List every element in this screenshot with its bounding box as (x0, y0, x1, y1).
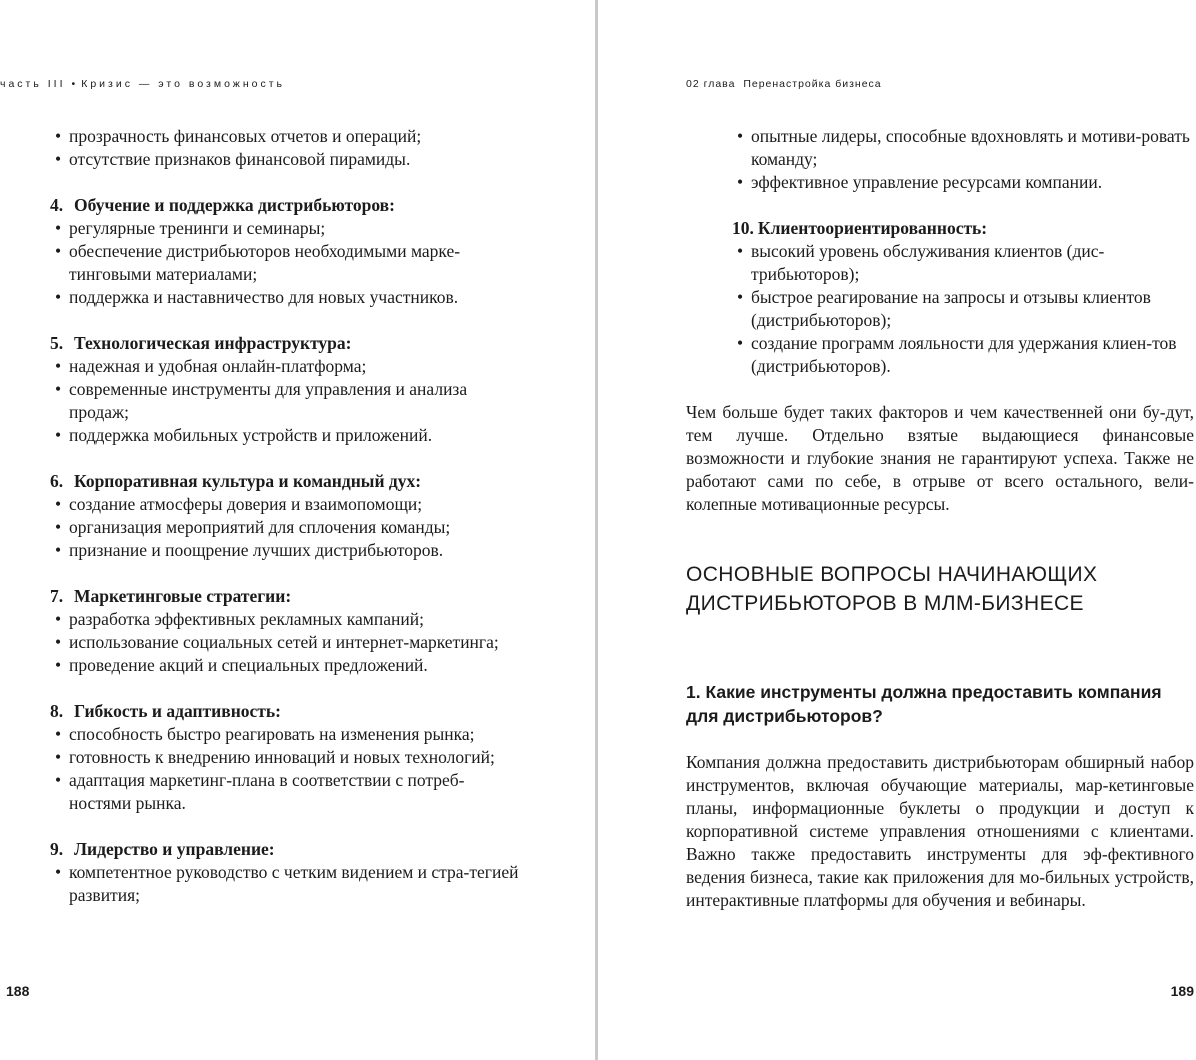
item-number: 9. (50, 839, 64, 859)
item-number: 4. (50, 195, 64, 215)
list-item: • создание атмосферы доверия и взаимопомощи; (50, 493, 520, 516)
item-heading (50, 585, 520, 608)
list-item: • адаптация маркетинг-плана в соответствии с потреб-ностями рынка. (50, 769, 520, 815)
list-item: • создание программ лояльности для удержания клиен-тов (дистрибьюторов). (732, 332, 1194, 378)
item-bullet-list (50, 861, 520, 907)
item-title: Корпоративная культура и командный дух: (74, 471, 422, 491)
item-number: 6. (50, 471, 64, 491)
list-item: • современные инструменты для управления и анализа продаж; (50, 378, 520, 424)
running-head-chapter: 02 глава (686, 78, 736, 90)
item-heading (50, 194, 520, 217)
running-head-right (686, 78, 882, 90)
right-text-block (686, 125, 1194, 912)
page-number: 188 (6, 983, 30, 999)
running-head-part: часть III (0, 78, 66, 90)
left-page (0, 0, 596, 1060)
list-item: • использование социальных сетей и интернет-маркетинга; (50, 631, 520, 654)
item-number: 8. (50, 701, 64, 721)
item-bullet-list (50, 723, 520, 815)
list-item: • прозрачность финансовых отчетов и операций; (50, 125, 520, 148)
running-head-left (0, 78, 285, 90)
left-text-block (50, 125, 520, 907)
page-number: 189 (1170, 983, 1194, 999)
question-title: 1. Какие инструменты должна предоставить компания для дистрибьюторов? (686, 682, 1162, 726)
item-number: 10. (732, 218, 754, 238)
item-heading (50, 332, 520, 355)
item-heading (50, 470, 520, 493)
list-item: • поддержка мобильных устройств и приложений. (50, 424, 520, 447)
item-title: Обучение и поддержка дистрибьюторов: (74, 195, 395, 215)
item-bullet-list (50, 355, 520, 447)
item-title: Лидерство и управление: (74, 839, 275, 859)
list-item: • опытные лидеры, способные вдохновлять и мотиви-ровать команду; (732, 125, 1194, 171)
section-title-line: ДИСТРИБЬЮТОРОВ В МЛМ-БИЗНЕСЕ (686, 592, 1084, 615)
item-title: Технологическая инфраструктура: (74, 333, 352, 353)
item-heading (686, 217, 1194, 240)
list-item: • организация мероприятий для сплочения команды; (50, 516, 520, 539)
running-head-separator: • (71, 78, 76, 90)
list-item: • обеспечение дистрибьюторов необходимыми марке-тинговыми материалами; (50, 240, 520, 286)
running-head-title: Перенастройка бизнеса (743, 78, 882, 90)
item-title: Маркетинговые стратегии: (74, 586, 292, 606)
item-bullet-list (50, 493, 520, 562)
item-bullet-list (686, 240, 1194, 378)
right-page (598, 0, 1196, 1060)
item-title: Гибкость и адаптивность: (74, 701, 281, 721)
spacer (686, 378, 1194, 401)
list-item: • способность быстро реагировать на изменения рынка; (50, 723, 520, 746)
item-title: Клиентоориентированность: (757, 218, 988, 238)
list-item: • поддержка и наставничество для новых участников. (50, 286, 520, 309)
list-item: • быстрое реагирование на запросы и отзывы клиентов (дистрибьюторов); (732, 286, 1194, 332)
list-item: • компетентное руководство с четким видением и стра-тегией развития; (50, 861, 520, 907)
list-item: • проведение акций и специальных предложений. (50, 654, 520, 677)
item-bullet-list (50, 217, 520, 309)
item-number: 7. (50, 586, 64, 606)
running-head-title: Кризис — это возможность (81, 78, 285, 90)
body-paragraph: Чем больше будет таких факторов и чем качественней они бу-дут, тем лучше. Отдельно взятые выдающиеся финансовые возможности и глубокие знания не гарантируют успеха. Также не работают сами по себе, в отрыве от всего остального, вели-колепные мотивационные ресурсы. (686, 402, 1194, 514)
item-heading (50, 838, 520, 861)
section-title (686, 560, 1194, 618)
item-heading (50, 700, 520, 723)
item-bullet-list (50, 608, 520, 677)
list-item: • готовность к внедрению инноваций и новых технологий; (50, 746, 520, 769)
intro-bullet-list (686, 125, 1194, 194)
body-paragraph: Компания должна предоставить дистрибьюторам обширный набор инструментов, включая обучающие материалы, мар-кетинговые планы, информационные буклеты о продукции и доступ к корпоративной системе управления отношениями с клиентами. Важно также предоставить инструменты для эф-фективного ведения бизнеса, такие как приложения для мо-бильных устройств, интерактивные платформы для обучения и вебинары. (686, 752, 1194, 910)
list-item: • надежная и удобная онлайн-платформа; (50, 355, 520, 378)
list-item: • признание и поощрение лучших дистрибьюторов. (50, 539, 520, 562)
list-item: • регулярные тренинги и семинары; (50, 217, 520, 240)
list-item: • разработка эффективных рекламных кампаний; (50, 608, 520, 631)
item-number: 5. (50, 333, 64, 353)
intro-bullet-list (50, 125, 520, 171)
list-item: • высокий уровень обслуживания клиентов (дис-трибьюторов); (732, 240, 1194, 286)
spacer (686, 728, 1194, 751)
section-title-line: ОСНОВНЫЕ ВОПРОСЫ НАЧИНАЮЩИХ (686, 563, 1098, 586)
list-item: • эффективное управление ресурсами компании. (732, 171, 1194, 194)
list-item: • отсутствие признаков финансовой пирамиды. (50, 148, 520, 171)
